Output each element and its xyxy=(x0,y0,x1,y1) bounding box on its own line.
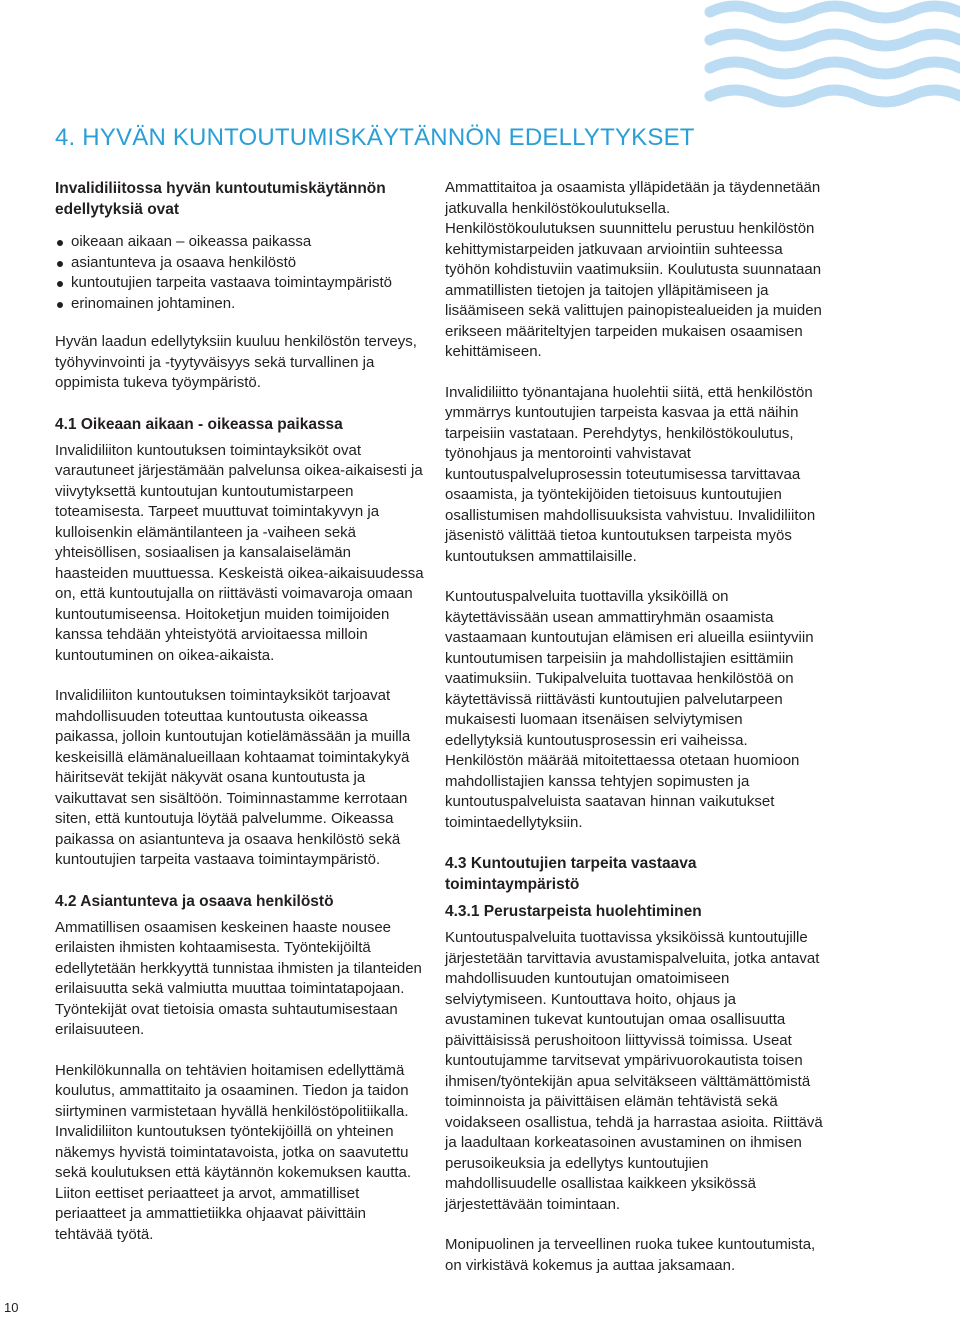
intro-heading: Invalidiliitossa hyvän kuntoutumiskäytännön edellytyksiä ovat xyxy=(55,180,386,218)
list-item: oikeaan aikaan – oikeassa paikassa xyxy=(55,232,427,253)
section-4-1-heading: 4.1 Oikeaan aikaan - oikeassa paikassa xyxy=(55,415,343,433)
wave-line xyxy=(710,6,960,18)
list-item: kuntoutujien tarpeita vastaava toimintaympäristö xyxy=(55,273,427,294)
intro-paragraph: Hyvän laadun edellytyksiin kuuluu henkilöstön terveys, työhyvinvointi ja -tyytyväisyys sekä turvallinen ja oppimista tukeva työympäristö. xyxy=(55,333,417,391)
section-4-3-heading: 4.3 Kuntoutujien tarpeita vastaava toimintaympäristö xyxy=(445,855,697,893)
food-paragraph: Monipuolinen ja terveellinen ruoka tukee kuntoutumista, on virkistävä kokemus ja auttaa jaksamaan. xyxy=(445,1236,816,1274)
section-4-2-paragraph: Ammatillisen osaamisen keskeinen haaste nousee erilaisten ihmisten kohtaamisesta. Työntekijöiltä edellytetään herkkyyttä tunnistaa ihmisten ja tilanteiden erilaisuutta sekä valmiutta muuttaa toimintatapojaan. Työntekijät ovat tietoisia omasta suhtautumisestaan erilaisuuteen. xyxy=(55,918,422,1038)
section-4-2-paragraph: Henkilökunnalla on tehtävien hoitamisen edellyttämä koulutus, ammattitaito ja osaaminen. Tiedon ja taidon siirtyminen varmistetaan hyvällä henkilöstöpolitiikalla. Invalidiliiton kuntoutuksen työntekijöillä on yhteinen näkemys hyvistä toimintatavoista, jotka on saavutettu sekä koulutuksen että käytännön kokemuksen kautta. Liiton eettiset periaatteet ja arvot, ammatilliset periaatteet ja ammattietiikka ohjaavat päivittäin tehtävää työtä. xyxy=(55,1061,412,1243)
wave-line xyxy=(710,90,960,102)
section-4-1-paragraph: Invalidiliiton kuntoutuksen toimintayksiköt ovat varautuneet järjestämään palvelunsa oikea-aikaisesti ja viivytyksettä kuntoutujan kuntoutumistarpeen toteamisesta. Tarpeet muuttuvat toimintakyvyn ja kulloisenkin elämäntilanteen ja -vaiheen sekä yhteisöllisen, sosiaalisen ja kansalaiselämän haasteiden muuttuessa. Keskeistä oikea-aikaisuudessa on, että kuntoutujalla on riittävästi voimavaroja omaan kuntoutumiseensa. Hoitoketjun muiden toimijoiden kanssa tehdään yhteistyötä arvioitaessa milloin kuntoutuminen on oikea-aikaista. xyxy=(55,441,424,664)
page-number: 10 xyxy=(4,1300,19,1315)
left-column xyxy=(55,178,427,1265)
services-paragraph: Kuntoutuspalveluita tuottavilla yksiköillä on käytettävissään usean ammattiryhmän osaamista vastaamaan kuntoutujan elämisen eri alueilla esiintyviin kuntoutumisen tarpeisiin ja mahdollistajien esittämiin vaatimuksiin. Tukipalveluita tuottavaa henkilöstöä on käytettävissä riittävästi kuntoutujien palvelutarpeen mukaisesti luomaan itsenäisen selviytymisen edellytyksiä kuntoutusprosessin eri vaiheissa. Henkilöstön määrää mitoitettaessa otetaan huomioon mahdollistajien kanssa tehtyjen sopimusten ja kuntoutuspalveluista saatavan hinnan vaikutukset toimintaedellytyksiin. xyxy=(445,588,814,831)
list-item: erinomainen johtaminen. xyxy=(55,294,427,315)
wave-line xyxy=(710,62,960,74)
training-paragraph: Ammattitaitoa ja osaamista ylläpidetään ja täydennetään jatkuvalla henkilöstökoulutuksella. Henkilöstökoulutuksen suunnittelu perustuu henkilöstön kehittymistarpeiden jatkuvaan arviointiin suhteessa työhön kohdistuviin vaatimuksiin. Koulutusta suunnataan ammatillisten tietojen ja taitojen ylläpitämiseen ja lisäämiseen sekä valittujen painopistealueiden ja muiden erikseen määriteltyjen tarpeiden mukaisen osaamisen kehittämiseen. xyxy=(445,179,822,360)
wave-line xyxy=(710,34,960,46)
right-column xyxy=(445,178,823,1296)
section-4-2-heading: 4.2 Asiantunteva ja osaava henkilöstö xyxy=(55,892,334,910)
employer-paragraph: Invalidiliitto työnantajana huolehtii siitä, että henkilöstön ymmärrys kuntoutujien tarpeista kasvaa ja että näihin tarpeisiin vastataan. Perehdytys, henkilöstökoulutus, työnohjaus ja mentorointi vahvistavat kuntoutuspalveluprosessin toteutumisessa tarvittavaa osaamista, ja työntekijöiden tietoisuus kuntoutujien osallistumisen mahdollisuuksista vahvistuu. Invalidiliiton jäsenistö välittää tietoa kuntoutuksen tarpeista myös kuntoutuksen ammattilaisille. xyxy=(445,383,816,565)
list-item: asiantunteva ja osaava henkilöstö xyxy=(55,253,427,274)
prerequisites-list xyxy=(55,232,427,314)
page-title: 4. HYVÄN KUNTOUTUMISKÄYTÄNNÖN EDELLYTYKSET xyxy=(55,124,695,151)
section-4-1-paragraph: Invalidiliiton kuntoutuksen toimintayksiköt tarjoavat mahdollisuuden toteuttaa kuntoutusta oikeassa paikassa, jolloin kuntoutujan kotielämässään ja muilla keskeisillä elämänalueillaan kohtaamat toimintakykyä häiritsevät tekijät näkyvät osana kuntoutusta ja vaikuttavat sen sisältöön. Toiminnastamme kerrotaan siten, että kuntoutuja löytää palvelumme. Oikeassa paikassa on asiantunteva ja osaava henkilöstö sekä kuntoutujien tarpeita vastaava toimintaympäristö. xyxy=(55,687,411,868)
wave-decoration xyxy=(700,0,960,112)
section-4-3-1-heading: 4.3.1 Perustarpeista huolehtiminen xyxy=(445,903,702,920)
basic-needs-paragraph: Kuntoutuspalveluita tuottavissa yksiköissä kuntoutujille järjestetään tarvittavia avustamispalveluita, jotka antavat mahdollisuuden kuntoutujan omatoimiseen selviytymiseen. Kuntouttava hoito, ohjaus ja avustaminen tukevat kuntoutujan omaa osallisuutta päivittäisissä perushoitoon liittyvissä toimissa. Useat kuntoutujamme tarvitsevat ympärivuorokautista toisen ihmisen/työntekijän apua selvitäkseen välttämättömistä toiminnoista ja päivittäisen elämän tehtävistä sekä voidakseen osallistua, tehdä ja harrastaa asioita. Riittävä ja laadultaan korkeatasoinen avustaminen on ihmisen perusoikeuksia ja edellytys kuntoutujien mahdollisuudelle osallistaa kaikkeen yksikössä järjestettävään toimintaan. xyxy=(445,929,823,1213)
